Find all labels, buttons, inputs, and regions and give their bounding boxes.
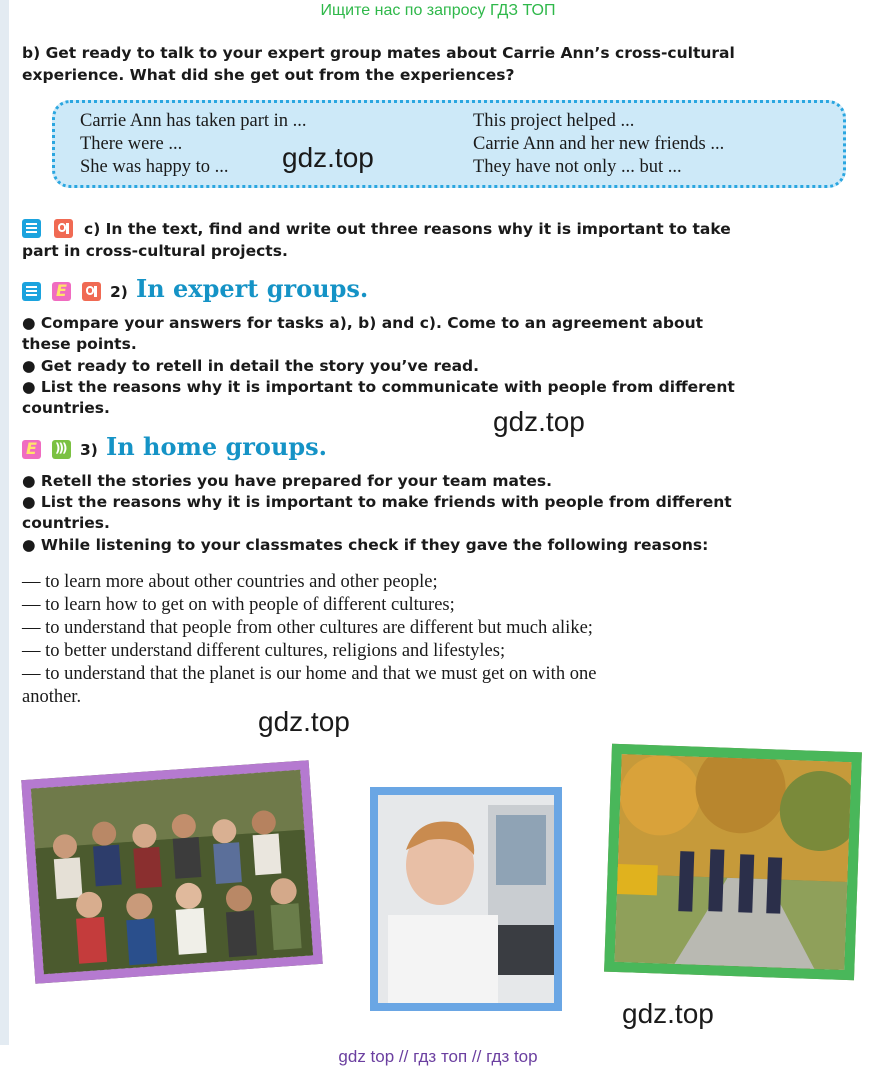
- phrase-right-3: They have not only ... but ...: [473, 157, 682, 177]
- watermark: gdz.top: [258, 706, 350, 737]
- watermark: gdz.top: [622, 998, 714, 1029]
- section-3-title: In home groups.: [106, 432, 328, 461]
- reason-item: — to learn more about other countries and other people;: [22, 572, 438, 592]
- group-photo: [21, 760, 323, 984]
- section-2-title: In expert groups.: [136, 274, 369, 303]
- speaking-icon: [22, 440, 41, 459]
- reason-item: — to learn how to get on with people of different cultures;: [22, 595, 455, 615]
- listening-icon: [52, 440, 71, 459]
- phrase-left-1: Carrie Ann has taken part in ...: [80, 111, 307, 131]
- group-photo-image: [31, 770, 313, 974]
- boy-at-computer-image: [378, 795, 554, 1003]
- reason-item: — to understand that people from other cultures are different but much alike;: [22, 618, 593, 638]
- reading-icon: [22, 219, 41, 238]
- task-b-line-1: b) Get ready to talk to your expert group mates about Carrie Ann’s cross-cultural: [22, 44, 735, 62]
- reason-item: another.: [22, 687, 82, 707]
- reading-icon: [22, 282, 41, 301]
- phrase-left-2: There were ...: [80, 134, 183, 154]
- reason-item: — to better understand different cultures, religions and lifestyles;: [22, 641, 506, 661]
- footer-links[interactable]: gdz top // гдз топ // гдз top: [338, 1047, 538, 1066]
- section-2-bullet-line: ● List the reasons why it is important to communicate with people from different: [22, 378, 735, 396]
- page-margin-strip: [0, 0, 9, 1045]
- section-2-number: 2): [110, 283, 128, 301]
- section-2-bullet-line: ● Get ready to retell in detail the story you’ve read.: [22, 357, 480, 375]
- section-2-bullet-line: these points.: [22, 335, 137, 353]
- section-2-bullet-line: ● Compare your answers for tasks a), b) and c). Come to an agreement about: [22, 314, 704, 332]
- park-students-photo: [604, 744, 862, 981]
- task-b-line-2: experience. What did she get out from the experiences?: [22, 66, 515, 84]
- section-3-bullet-line: ● Retell the stories you have prepared for your team mates.: [22, 472, 553, 490]
- phrase-right-1: This project helped ...: [473, 111, 635, 131]
- section-2-bullet-line: countries.: [22, 399, 110, 417]
- park-students-image: [614, 754, 851, 970]
- reason-item: — to understand that the planet is our home and that we must get on with one: [22, 664, 597, 684]
- writing-icon: [82, 282, 101, 301]
- task-c-line-1: c) In the text, find and write out three reasons why it is important to take: [84, 220, 731, 238]
- section-3-bullet-line: ● List the reasons why it is important to make friends with people from different: [22, 493, 732, 511]
- task-c-line-2: part in cross-cultural projects.: [22, 242, 288, 260]
- watermark: gdz.top: [493, 406, 585, 437]
- section-3-bullet-line: ● While listening to your classmates check if they gave the following reasons:: [22, 536, 709, 554]
- phrase-right-2: Carrie Ann and her new friends ...: [473, 134, 725, 154]
- watermark: gdz.top: [282, 142, 374, 173]
- writing-icon: [54, 219, 73, 238]
- section-3-bullet-line: countries.: [22, 514, 110, 532]
- top-banner[interactable]: Ищите нас по запросу ГДЗ ТОП: [320, 2, 556, 19]
- boy-at-computer-photo: [370, 787, 562, 1011]
- speaking-icon: [52, 282, 71, 301]
- phrase-left-3: She was happy to ...: [80, 157, 229, 177]
- section-3-number: 3): [80, 441, 98, 459]
